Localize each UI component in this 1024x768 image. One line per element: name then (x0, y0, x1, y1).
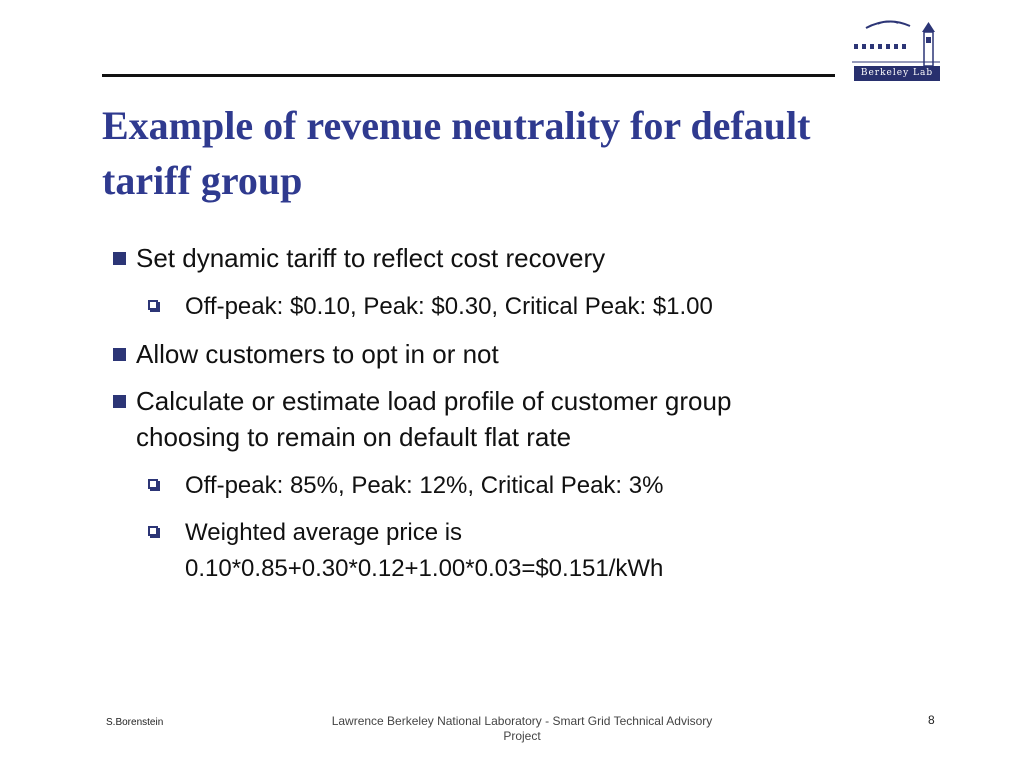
page-number: 8 (928, 713, 935, 727)
header-rule (102, 74, 835, 77)
footer-author: S.Borenstein (106, 717, 164, 728)
sub-bullet-text: Weighted average price is (185, 519, 463, 546)
footer-org-line-1: Lawrence Berkeley National Laboratory - Smart Grid Technical Advisory (331, 714, 713, 728)
sub-bullet-text: 0.10*0.85+0.30*0.12+1.00*0.03=$0.151/kWh (185, 555, 664, 582)
bullet-text: Calculate or estimate load profile of customer group (136, 386, 732, 416)
square-bullet-icon (113, 395, 126, 408)
bullet-text: Set dynamic tariff to reflect cost recovery (136, 243, 606, 273)
bullet-text: choosing to remain on default flat rate (136, 422, 572, 452)
footer-organization (322, 714, 722, 744)
logo-wordmark: Berkeley Lab (854, 66, 940, 81)
slide-title (102, 98, 902, 208)
sub-bullet-text: Off-peak: 85%, Peak: 12%, Critical Peak: 3% (185, 472, 664, 499)
campanile-icon (848, 18, 944, 68)
berkeley-lab-logo (848, 18, 944, 84)
checkbox-bullet-icon (148, 479, 158, 489)
square-bullet-icon (113, 252, 126, 265)
sub-bullet-text: Off-peak: $0.10, Peak: $0.30, Critical Peak: $1.00 (185, 293, 713, 320)
title-line-2: tariff group (102, 158, 303, 203)
checkbox-bullet-icon (148, 526, 158, 536)
footer-org-line-2: Project (503, 729, 541, 743)
square-bullet-icon (113, 348, 126, 361)
checkbox-bullet-icon (148, 300, 158, 310)
bullet-text: Allow customers to opt in or not (136, 339, 499, 369)
title-line-1: Example of revenue neutrality for default (102, 103, 811, 148)
